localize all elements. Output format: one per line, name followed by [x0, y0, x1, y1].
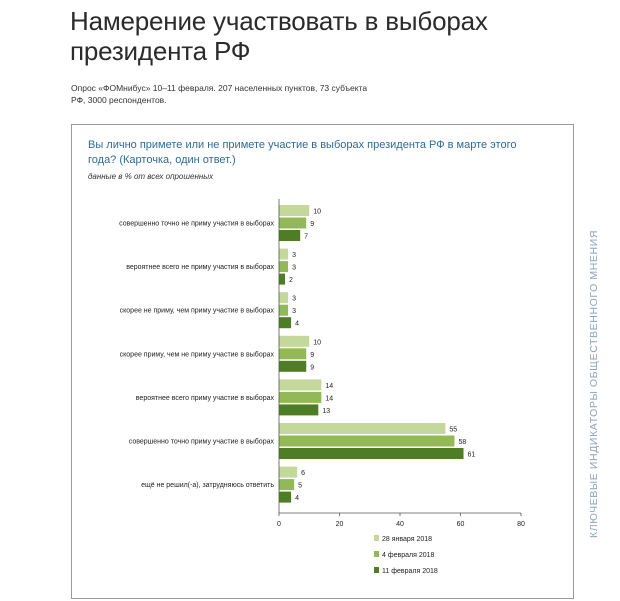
bar [279, 317, 291, 328]
data-label: 55 [449, 426, 458, 434]
bar [279, 436, 454, 447]
data-label: 7 [304, 233, 309, 241]
legend-swatch [374, 567, 379, 573]
data-label: 9 [310, 351, 315, 359]
page-title: Намерение участвовать в выборах президента РФ [70, 6, 488, 66]
data-label: 14 [325, 395, 334, 403]
data-label: 61 [467, 451, 476, 459]
bar [279, 305, 288, 316]
chart-note: данные в % от всех опрошенных [88, 172, 214, 181]
category-label: вероятнее всего не приму участия в выборах [126, 264, 274, 272]
data-label: 2 [289, 277, 293, 285]
legend-swatch [374, 535, 379, 541]
bar [279, 404, 318, 415]
bar [279, 492, 291, 503]
x-tick-label: 60 [456, 521, 465, 528]
side-caption: КЛЮЧЕВЫЕ ИНДИКАТОРЫ ОБЩЕСТВЕННОГО МНЕНИЯ [588, 229, 600, 538]
bar [279, 292, 288, 303]
legend-label: 4 февраля 2018 [382, 552, 435, 559]
legend-label: 28 января 2018 [382, 536, 433, 543]
data-label: 10 [313, 339, 322, 347]
bar [279, 423, 445, 434]
category-label: скорее не приму, чем приму участие в выборах [119, 307, 274, 315]
legend-swatch [374, 551, 379, 557]
data-label: 3 [292, 252, 296, 260]
bar [279, 348, 306, 359]
category-label: вероятнее всего приму участие в выборах [135, 394, 274, 402]
data-label: 10 [313, 208, 322, 216]
survey-source: Опрос «ФОМнибус» 10–11 февраля. 207 населенных пунктов, 73 субъекта РФ, 3000 респондентов. [71, 83, 368, 105]
data-label: 58 [458, 439, 467, 446]
x-tick-label: 0 [277, 521, 281, 528]
bar [279, 218, 306, 229]
bar [279, 379, 321, 390]
bar [279, 336, 309, 347]
data-label: 4 [295, 495, 300, 503]
category-label: совершенно точно не приму участия в выборах [119, 220, 274, 228]
category-label: совершенно точно приму участие в выборах [128, 438, 274, 446]
legend-label: 11 февраля 2018 [382, 568, 438, 575]
data-label: 3 [292, 264, 296, 272]
chart-title: Вы лично примете или не примете участие в выборах президента РФ в марте этого года? (Карточка, один ответ.) [88, 139, 517, 166]
data-label: 9 [310, 221, 315, 228]
bar [279, 448, 464, 459]
x-tick-label: 40 [396, 521, 404, 528]
bar [279, 261, 288, 272]
bar [279, 274, 285, 285]
category-label: ещё не решил(-а), затрудняюсь ответить [141, 482, 274, 490]
data-label: 3 [292, 308, 296, 316]
x-tick-label: 80 [517, 521, 525, 528]
x-tick-label: 20 [335, 521, 344, 528]
bar [279, 230, 300, 241]
bar [279, 467, 297, 478]
data-label: 3 [292, 295, 296, 303]
bar [279, 479, 294, 490]
bar [279, 392, 321, 403]
bar [279, 205, 309, 216]
data-label: 9 [310, 364, 315, 372]
bar [279, 361, 306, 372]
bar [279, 249, 288, 260]
data-label: 5 [298, 482, 303, 490]
data-label: 4 [295, 320, 300, 328]
category-label: скорее приму, чем не приму участие в выборах [119, 351, 274, 359]
data-label: 14 [325, 382, 334, 390]
data-label: 6 [301, 470, 306, 478]
data-label: 13 [322, 407, 331, 415]
